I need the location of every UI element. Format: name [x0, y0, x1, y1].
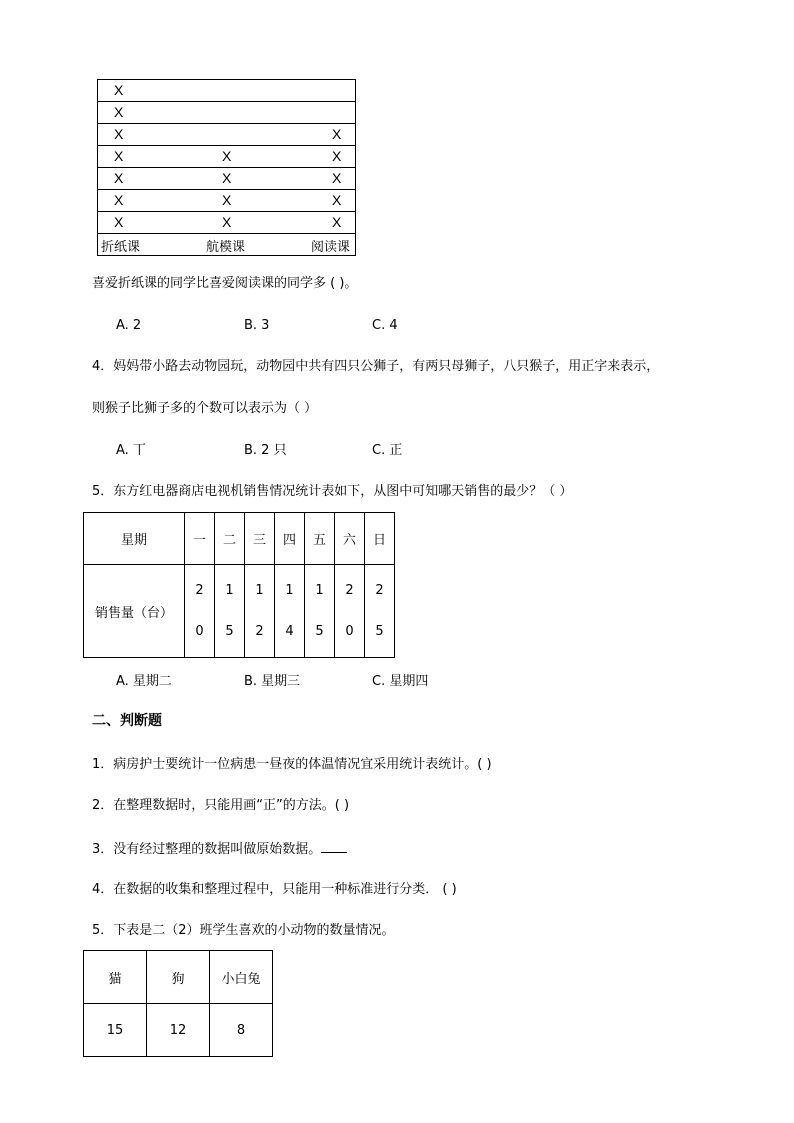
animals-header-row	[84, 951, 273, 1004]
q3-text: 喜爱折纸课的同学比喜爱阅读课的同学多 ( )。	[92, 276, 358, 291]
section-title: 二、判断题	[92, 713, 162, 729]
q4-line2: 则猴子比狮子多的个数可以表示为（ ）	[92, 401, 318, 416]
q3-option-a: A. 2	[116, 318, 142, 333]
pictograph-row	[98, 80, 356, 102]
x-mark: X	[222, 214, 232, 230]
x-mark: X	[114, 192, 124, 208]
sales-values-row	[84, 565, 395, 658]
judge-item-3	[92, 840, 347, 858]
day-cell: 五	[305, 513, 335, 565]
digit: 2	[195, 583, 204, 598]
q4-option-b: B. 2 只	[244, 443, 287, 458]
x-mark: X	[332, 214, 342, 230]
sales-table	[83, 512, 395, 658]
day-cell: 一	[185, 513, 215, 565]
digit: 1	[225, 583, 234, 598]
animal-header-cell: 小白兔	[210, 951, 273, 1004]
digit: 0	[195, 624, 204, 639]
weekday-header: 星期	[84, 513, 185, 565]
judge-item-5: 5．下表是二（2）班学生喜欢的小动物的数量情况。	[92, 923, 395, 938]
x-mark: X	[222, 192, 232, 208]
animal-value-cell: 15	[84, 1004, 147, 1057]
digit: 1	[285, 583, 294, 598]
pictograph-row	[98, 124, 356, 146]
pictograph-label-row	[98, 234, 356, 256]
pictograph-row	[98, 102, 356, 124]
animals-table	[83, 950, 273, 1057]
course-label: 折纸课	[101, 239, 141, 254]
sales-value-cell	[335, 565, 365, 658]
x-mark: X	[114, 148, 124, 164]
x-mark: X	[222, 170, 232, 186]
digit: 5	[315, 624, 324, 639]
course-label: 阅读课	[311, 239, 351, 254]
x-mark: X	[114, 214, 124, 230]
digit: 2	[255, 624, 264, 639]
q4-line1: 4．妈妈带小路去动物园玩，动物园中共有四只公狮子，有两只母狮子，八只猴子，用正字来表示，	[92, 359, 660, 374]
x-mark: X	[332, 170, 342, 186]
x-mark: X	[114, 82, 124, 98]
digit: 0	[345, 624, 354, 639]
q5-option-b: B. 星期三	[244, 674, 301, 689]
sales-value-cell	[305, 565, 335, 658]
digit: 5	[375, 624, 384, 639]
q5-text: 5．东方红电器商店电视机销售情况统计表如下，从图中可知哪天销售的最少？（ ）	[92, 484, 573, 499]
digit: 2	[345, 583, 354, 598]
digit: 1	[315, 583, 324, 598]
digit: 1	[255, 583, 264, 598]
q4-option-a: A. 丅	[116, 443, 146, 458]
x-mark: X	[114, 126, 124, 142]
pictograph-row	[98, 168, 356, 190]
day-cell: 六	[335, 513, 365, 565]
q3-option-c: C. 4	[372, 318, 398, 333]
sales-value-cell	[245, 565, 275, 658]
q5-option-c: C. 星期四	[372, 674, 429, 689]
x-mark: X	[114, 170, 124, 186]
sales-value-cell	[215, 565, 245, 658]
day-cell: 日	[365, 513, 395, 565]
x-mark: X	[222, 148, 232, 164]
q4-option-c: C. 正	[372, 443, 403, 458]
judge-item-3-text: 3．没有经过整理的数据叫做原始数据。	[92, 842, 322, 857]
x-mark: X	[332, 126, 342, 142]
pictograph-row	[98, 212, 356, 234]
pictograph-table	[97, 79, 356, 256]
answer-blank[interactable]	[321, 840, 347, 853]
day-cell: 四	[275, 513, 305, 565]
pictograph-row	[98, 146, 356, 168]
sales-header: 销售量（台）	[84, 565, 185, 658]
digit: 2	[375, 583, 384, 598]
animal-header-cell: 狗	[147, 951, 210, 1004]
course-label: 航模课	[206, 239, 246, 254]
sales-value-cell	[185, 565, 215, 658]
day-cell: 二	[215, 513, 245, 565]
q5-option-a: A. 星期二	[116, 674, 172, 689]
judge-item-1: 1．病房护士要统计一位病患一昼夜的体温情况宜采用统计表统计。( )	[92, 757, 492, 772]
sales-value-cell	[365, 565, 395, 658]
digit: 4	[285, 624, 294, 639]
x-mark: X	[332, 192, 342, 208]
q3-option-b: B. 3	[244, 318, 270, 333]
x-mark: X	[114, 104, 124, 120]
sales-days-row	[84, 513, 395, 565]
animals-values-row	[84, 1004, 273, 1057]
pictograph-row	[98, 190, 356, 212]
digit: 5	[225, 624, 234, 639]
judge-item-4: 4．在数据的收集和整理过程中，只能用一种标准进行分类． ( )	[92, 882, 457, 897]
day-cell: 三	[245, 513, 275, 565]
x-mark: X	[332, 148, 342, 164]
animal-header-cell: 猫	[84, 951, 147, 1004]
animal-value-cell: 12	[147, 1004, 210, 1057]
sales-value-cell	[275, 565, 305, 658]
judge-item-2: 2．在整理数据时，只能用画“正”的方法。( )	[92, 798, 350, 813]
animal-value-cell: 8	[210, 1004, 273, 1057]
